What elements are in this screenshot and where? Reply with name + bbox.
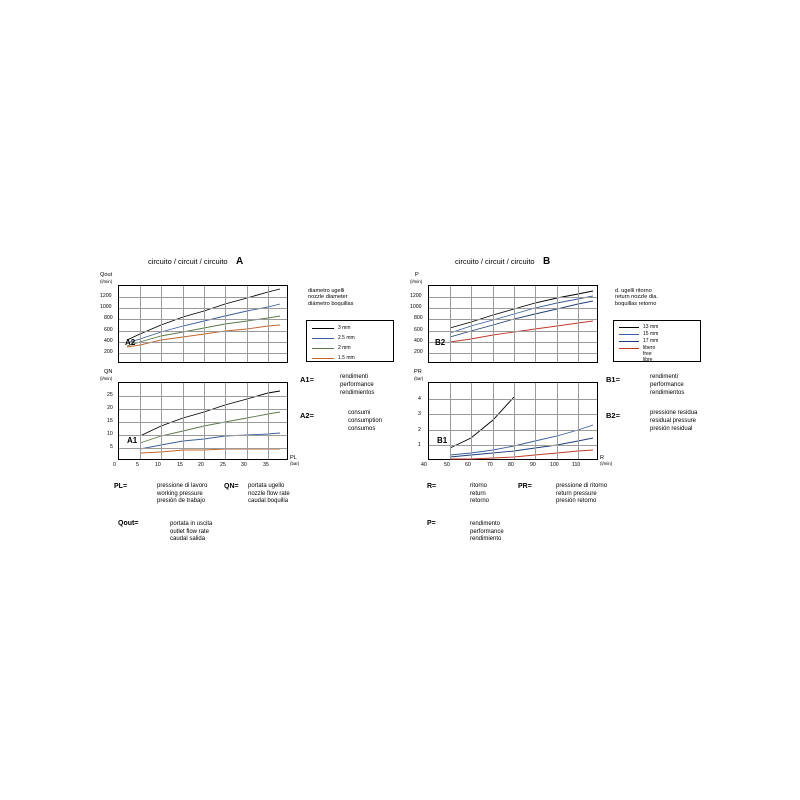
chart-b1-xtick-100: 100 <box>550 462 559 468</box>
legend-left-item-0: 3 mm <box>338 325 351 331</box>
chart-b1-label: B1 <box>437 436 448 445</box>
chart-b1-ytick-4: 4 <box>418 396 421 402</box>
side-right-b2-line-1: residual pressure <box>650 417 697 424</box>
chart-b2-label: B2 <box>435 338 446 347</box>
footer-right-desc-p <box>470 521 504 544</box>
chart-a1-yunit: (l/min) <box>100 376 113 381</box>
chart-a1-xtick-0: 0 <box>113 462 116 468</box>
chart-a1-xtick-35: 35 <box>263 462 269 468</box>
side-left-a2-line-2: consumos <box>348 425 376 432</box>
footer-left-tag-qn: QN= <box>224 483 239 490</box>
chart-a1-title: QN <box>104 369 113 375</box>
side-right-tag-b1: B1= <box>606 375 620 384</box>
header-left-text: circuito / circuit / circuito <box>148 257 228 266</box>
side-left-tag-a2: A2= <box>300 411 314 420</box>
footer-qout-line-2: caudal salida <box>170 536 206 542</box>
legend-left-swatch-1 <box>312 338 334 339</box>
chart-a1-xtick-15: 15 <box>177 462 183 468</box>
legend-right-item-2: 17 mm <box>643 338 659 344</box>
legend-right-swatch-2 <box>619 341 639 342</box>
side-right-b1-line-0: rendimenti <box>650 374 679 380</box>
chart-b1-yunit: (bar) <box>414 376 424 381</box>
chart-b1-xtick-70: 70 <box>487 462 493 468</box>
legend-right-line-0: d. ugelli ritorno <box>615 288 652 294</box>
chart-b1-ytick-2: 2 <box>418 427 421 433</box>
chart-b2-title: P <box>415 272 419 278</box>
footer-pl-line-0: pressione di lavoro <box>157 483 208 489</box>
legend-right-item-3: libero <box>643 345 656 351</box>
chart-a2-grid <box>119 286 287 362</box>
chart-b1-xtick-110: 110 <box>572 462 581 468</box>
chart-b1-xtick-90: 90 <box>530 462 536 468</box>
footer-pr-line-2: presión retorno <box>556 498 597 504</box>
chart-a1-grid <box>119 383 287 459</box>
legend-left-line-1: nozzle diameter <box>308 294 348 301</box>
footer-qout-line-0: portata in uscita <box>170 521 213 527</box>
footer-right-desc-r <box>470 483 489 506</box>
legend-right-swatch-3 <box>619 348 639 349</box>
side-left-a1-line-2: rendimientos <box>340 389 375 396</box>
chart-a1-plot <box>118 382 288 460</box>
chart-b1-xtick-80: 80 <box>508 462 514 468</box>
legend-right-box <box>613 320 701 362</box>
chart-b2-yunit: (l/min) <box>410 279 423 284</box>
chart-b1-title: PR <box>414 369 422 375</box>
footer-right-tag-r: R= <box>427 483 437 490</box>
side-right-desc-b1 <box>650 374 684 397</box>
chart-a1-xtick-20: 20 <box>198 462 204 468</box>
footer-pr-line-1: return pressure <box>556 490 597 497</box>
legend-left-box <box>306 320 394 362</box>
header-left-letter: A <box>235 256 244 267</box>
footer-p-line-0: rendimento <box>470 521 501 527</box>
legend-right-swatch-0 <box>619 327 639 328</box>
footer-left-tag-qout: Qout= <box>118 520 139 527</box>
chart-b1-xtick-40: 40 <box>421 462 427 468</box>
side-left-a1-line-0: rendimenti <box>340 374 369 380</box>
side-left-a2-line-0: consumi <box>348 410 371 416</box>
chart-b1-xtick-60: 60 <box>465 462 471 468</box>
chart-a2-ytick-600: 600 <box>104 327 113 333</box>
chart-a1-xtick-10: 10 <box>155 462 161 468</box>
side-right-desc-b2 <box>650 410 697 433</box>
footer-left-tag-pl: PL= <box>114 483 128 490</box>
chart-b1-ytick-3: 3 <box>418 411 421 417</box>
header-right <box>455 256 550 267</box>
chart-b2-ytick-1200: 1200 <box>410 293 422 299</box>
legend-right-title <box>615 288 707 307</box>
chart-b2-ytick-1000: 1000 <box>410 304 422 310</box>
chart-b2-ytick-200: 200 <box>414 349 423 355</box>
legend-right-swatch-1 <box>619 334 639 335</box>
chart-b2-ytick-600: 600 <box>414 327 423 333</box>
chart-b1-ytick-1: 1 <box>418 442 421 448</box>
legend-left-line-2: diámetro boquillas <box>308 300 354 307</box>
chart-b2-ytick-400: 400 <box>414 338 423 344</box>
legend-right-item-1: 15 mm <box>643 331 659 337</box>
side-right-b2-line-0: pressione residua <box>650 410 698 416</box>
legend-left-title <box>308 288 400 307</box>
legend-right-line-2: boquillas retorno <box>615 300 657 307</box>
legend-left-swatch-3 <box>312 358 334 359</box>
footer-right-tag-pr: PR= <box>518 483 532 490</box>
header-left <box>148 256 243 267</box>
chart-a1-xtick-25: 25 <box>220 462 226 468</box>
footer-right-desc-pr <box>556 483 607 506</box>
header-right-letter: B <box>542 256 551 267</box>
legend-left-item-3: 1.5 mm <box>338 355 355 361</box>
footer-qn-line-0: portata ugello <box>248 483 285 489</box>
chart-b2-grid <box>429 286 597 362</box>
footer-qn-line-2: caudal boquilla <box>248 498 289 504</box>
legend-left-item-1: 2.5 mm <box>338 335 355 341</box>
footer-left-desc-qout <box>170 521 212 544</box>
footer-pl-line-1: working pressure <box>157 490 203 497</box>
chart-a2-plot <box>118 285 288 363</box>
chart-a2-ytick-800: 800 <box>104 315 113 321</box>
side-left-tag-a1: A1= <box>300 375 314 384</box>
chart-b1-plot <box>428 382 598 460</box>
chart-a1-xtick-30: 30 <box>241 462 247 468</box>
footer-qn-line-1: nozzle flow rate <box>248 490 290 497</box>
chart-a1-ytick-5: 5 <box>110 444 113 450</box>
footer-r-line-1: return <box>470 490 486 497</box>
chart-a1-ytick-15: 15 <box>107 418 113 424</box>
side-left-a1-line-1: performance <box>340 381 374 388</box>
chart-a1-ytick-10: 10 <box>107 431 113 437</box>
side-left-a2-line-1: consumption <box>348 417 383 424</box>
legend-right-line-1: return nozzle dia. <box>615 294 658 301</box>
chart-a1-xlabel: PL (bar) <box>290 455 300 466</box>
footer-left-desc-qn <box>248 483 290 506</box>
chart-a1-label: A1 <box>127 436 138 445</box>
header-right-text: circuito / circuit / circuito <box>455 257 535 266</box>
chart-a1-ytick-25: 25 <box>107 392 113 398</box>
side-right-tag-b2: B2= <box>606 411 620 420</box>
footer-p-line-2: rendimiento <box>470 536 502 542</box>
chart-a2-ytick-200: 200 <box>104 349 113 355</box>
footer-p-line-1: performance <box>470 528 504 535</box>
side-right-b1-line-1: performance <box>650 381 684 388</box>
chart-b1-xlabel: R (l/min) <box>600 455 613 466</box>
chart-a2-ytick-1000: 1000 <box>100 304 112 310</box>
chart-a2-title: Qout <box>100 272 113 278</box>
legend-left-swatch-0 <box>312 328 334 329</box>
chart-a2-yunit: (l/min) <box>100 279 113 284</box>
legend-right-item-0: 13 mm <box>643 324 659 330</box>
footer-r-line-2: retorno <box>470 498 490 504</box>
legend-right-item-5: libre <box>643 357 653 363</box>
footer-qout-line-1: outlet flow rate <box>170 528 210 535</box>
footer-left-desc-pl <box>157 483 207 506</box>
chart-b2-ytick-800: 800 <box>414 315 423 321</box>
chart-a2-ytick-400: 400 <box>104 338 113 344</box>
chart-b1-xtick-50: 50 <box>444 462 450 468</box>
footer-r-line-0: ritorno <box>470 483 488 489</box>
legend-left-item-2: 2 mm <box>338 345 351 351</box>
side-right-b1-line-2: rendimientos <box>650 389 685 396</box>
chart-a1-ytick-20: 20 <box>107 405 113 411</box>
chart-a2-ytick-1200: 1200 <box>100 293 112 299</box>
side-right-b2-line-2: presión residual <box>650 425 693 432</box>
chart-a1-xtick-5: 5 <box>136 462 139 468</box>
side-left-desc-a2 <box>348 410 382 433</box>
legend-left-swatch-2 <box>312 348 334 349</box>
chart-b2-plot <box>428 285 598 363</box>
legend-right-item-4: free <box>643 351 652 357</box>
chart-a2-label: A2 <box>125 338 136 347</box>
footer-right-tag-p: P= <box>427 520 436 527</box>
footer-pl-line-2: presión de trabajo <box>157 498 206 504</box>
side-left-desc-a1 <box>340 374 374 397</box>
chart-b1-grid <box>429 383 597 459</box>
legend-left-line-0: diametro ugelli <box>308 288 345 294</box>
footer-pr-line-0: pressione di ritorno <box>556 483 608 489</box>
